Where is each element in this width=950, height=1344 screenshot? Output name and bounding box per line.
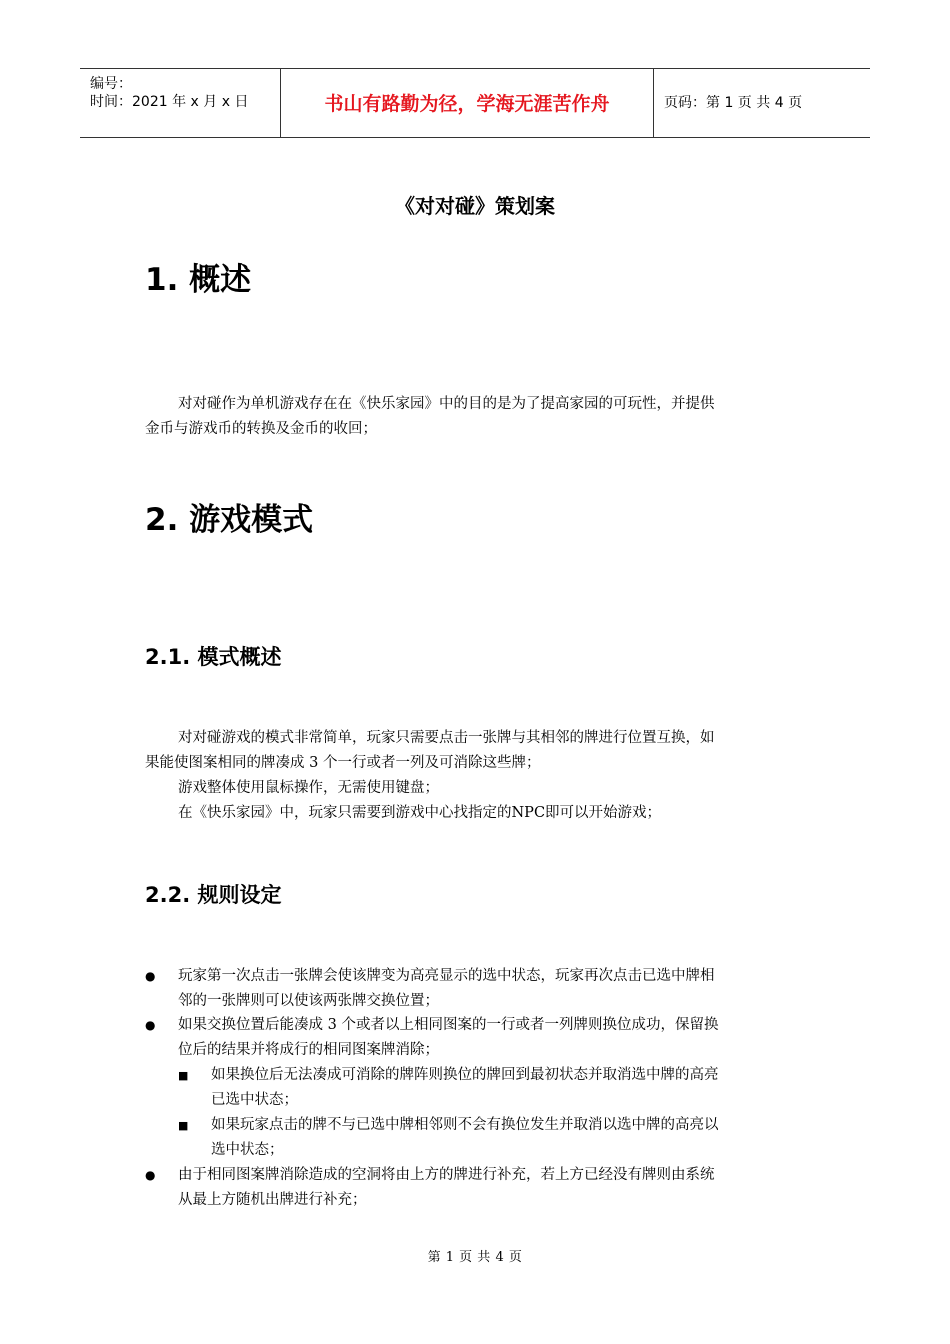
bullet-dot-icon: ● (145, 969, 156, 983)
section-2-1-heading: 2.1. 模式概述 (145, 645, 282, 669)
paragraph-line: 在《快乐家园》中，玩家只需要到游戏中心找指定的NPC即可以开始游戏； (178, 805, 662, 821)
list-item-line: 由于相同图案牌消除造成的空洞将由上方的牌进行补充，若上方已经没有牌则由系统 (178, 1167, 715, 1183)
bullet-dot-icon: ● (145, 1018, 156, 1032)
paragraph-line: 对对碰游戏的模式非常简单，玩家只需要点击一张牌与其相邻的牌进行位置互换，如 (178, 730, 715, 746)
date-label: 时间：2021 年 x 月 x 日 (90, 94, 249, 110)
section-1-heading: 1. 概述 (145, 262, 252, 298)
section-2-heading: 2. 游戏模式 (145, 502, 314, 538)
sub-list-item (178, 1063, 805, 1113)
page-header (80, 68, 870, 138)
paragraph-line: 金币与游戏币的转换及金币的收回； (145, 421, 377, 437)
header-motto-cell (281, 69, 654, 137)
document-title: 《对对碰》策划案 (395, 194, 555, 218)
list-item-line: 已选中状态； (211, 1092, 298, 1108)
header-meta-cell (80, 69, 281, 137)
list-item-line: 玩家第一次点击一张牌会使该牌变为高亮显示的选中状态，玩家再次点击已选中牌相 (178, 968, 715, 984)
list-item (145, 1163, 805, 1213)
header-page-cell (654, 69, 870, 137)
paragraph-line: 对对碰作为单机游戏存在在《快乐家园》中的目的是为了提高家园的可玩性，并提供 (178, 396, 715, 412)
section-2-1-body (145, 726, 805, 826)
sub-list-item (178, 1113, 805, 1163)
list-item-line: 如果玩家点击的牌不与已选中牌相邻则不会有换位发生并取消以选中牌的高亮以 (211, 1117, 719, 1133)
bullet-dot-icon: ● (145, 1168, 156, 1182)
section-2-2-heading: 2.2. 规则设定 (145, 883, 282, 907)
list-item-line: 从最上方随机出牌进行补充； (178, 1192, 367, 1208)
number-label: 编号： (90, 76, 132, 92)
list-item-line: 如果交换位置后能凑成 3 个或者以上相同图案的一行或者一列牌则换位成功，保留换 (178, 1017, 719, 1033)
motto-text: 书山有路勤为径，学海无涯苦作舟 (324, 93, 610, 115)
paragraph-line: 游戏整体使用鼠标操作，无需使用键盘； (178, 780, 439, 796)
page-footer: 第 1 页 共 4 页 (427, 1250, 523, 1265)
list-item (145, 1013, 805, 1063)
bullet-square-icon: ■ (178, 1069, 189, 1082)
list-item (145, 964, 805, 1014)
section-1-paragraph (145, 392, 805, 442)
bullet-square-icon: ■ (178, 1119, 189, 1132)
list-item-line: 如果换位后无法凑成可消除的牌阵则换位的牌回到最初状态并取消选中牌的高亮 (211, 1067, 719, 1083)
list-item-line: 位后的结果并将成行的相同图案牌消除； (178, 1042, 439, 1058)
list-item-line: 选中状态； (211, 1142, 284, 1158)
list-item-line: 邻的一张牌则可以使该两张牌交换位置； (178, 993, 439, 1009)
page-indicator: 页码：第 1 页 共 4 页 (664, 95, 803, 111)
paragraph-line: 果能使图案相同的牌凑成 3 个一行或者一列及可消除这些牌； (145, 755, 541, 771)
